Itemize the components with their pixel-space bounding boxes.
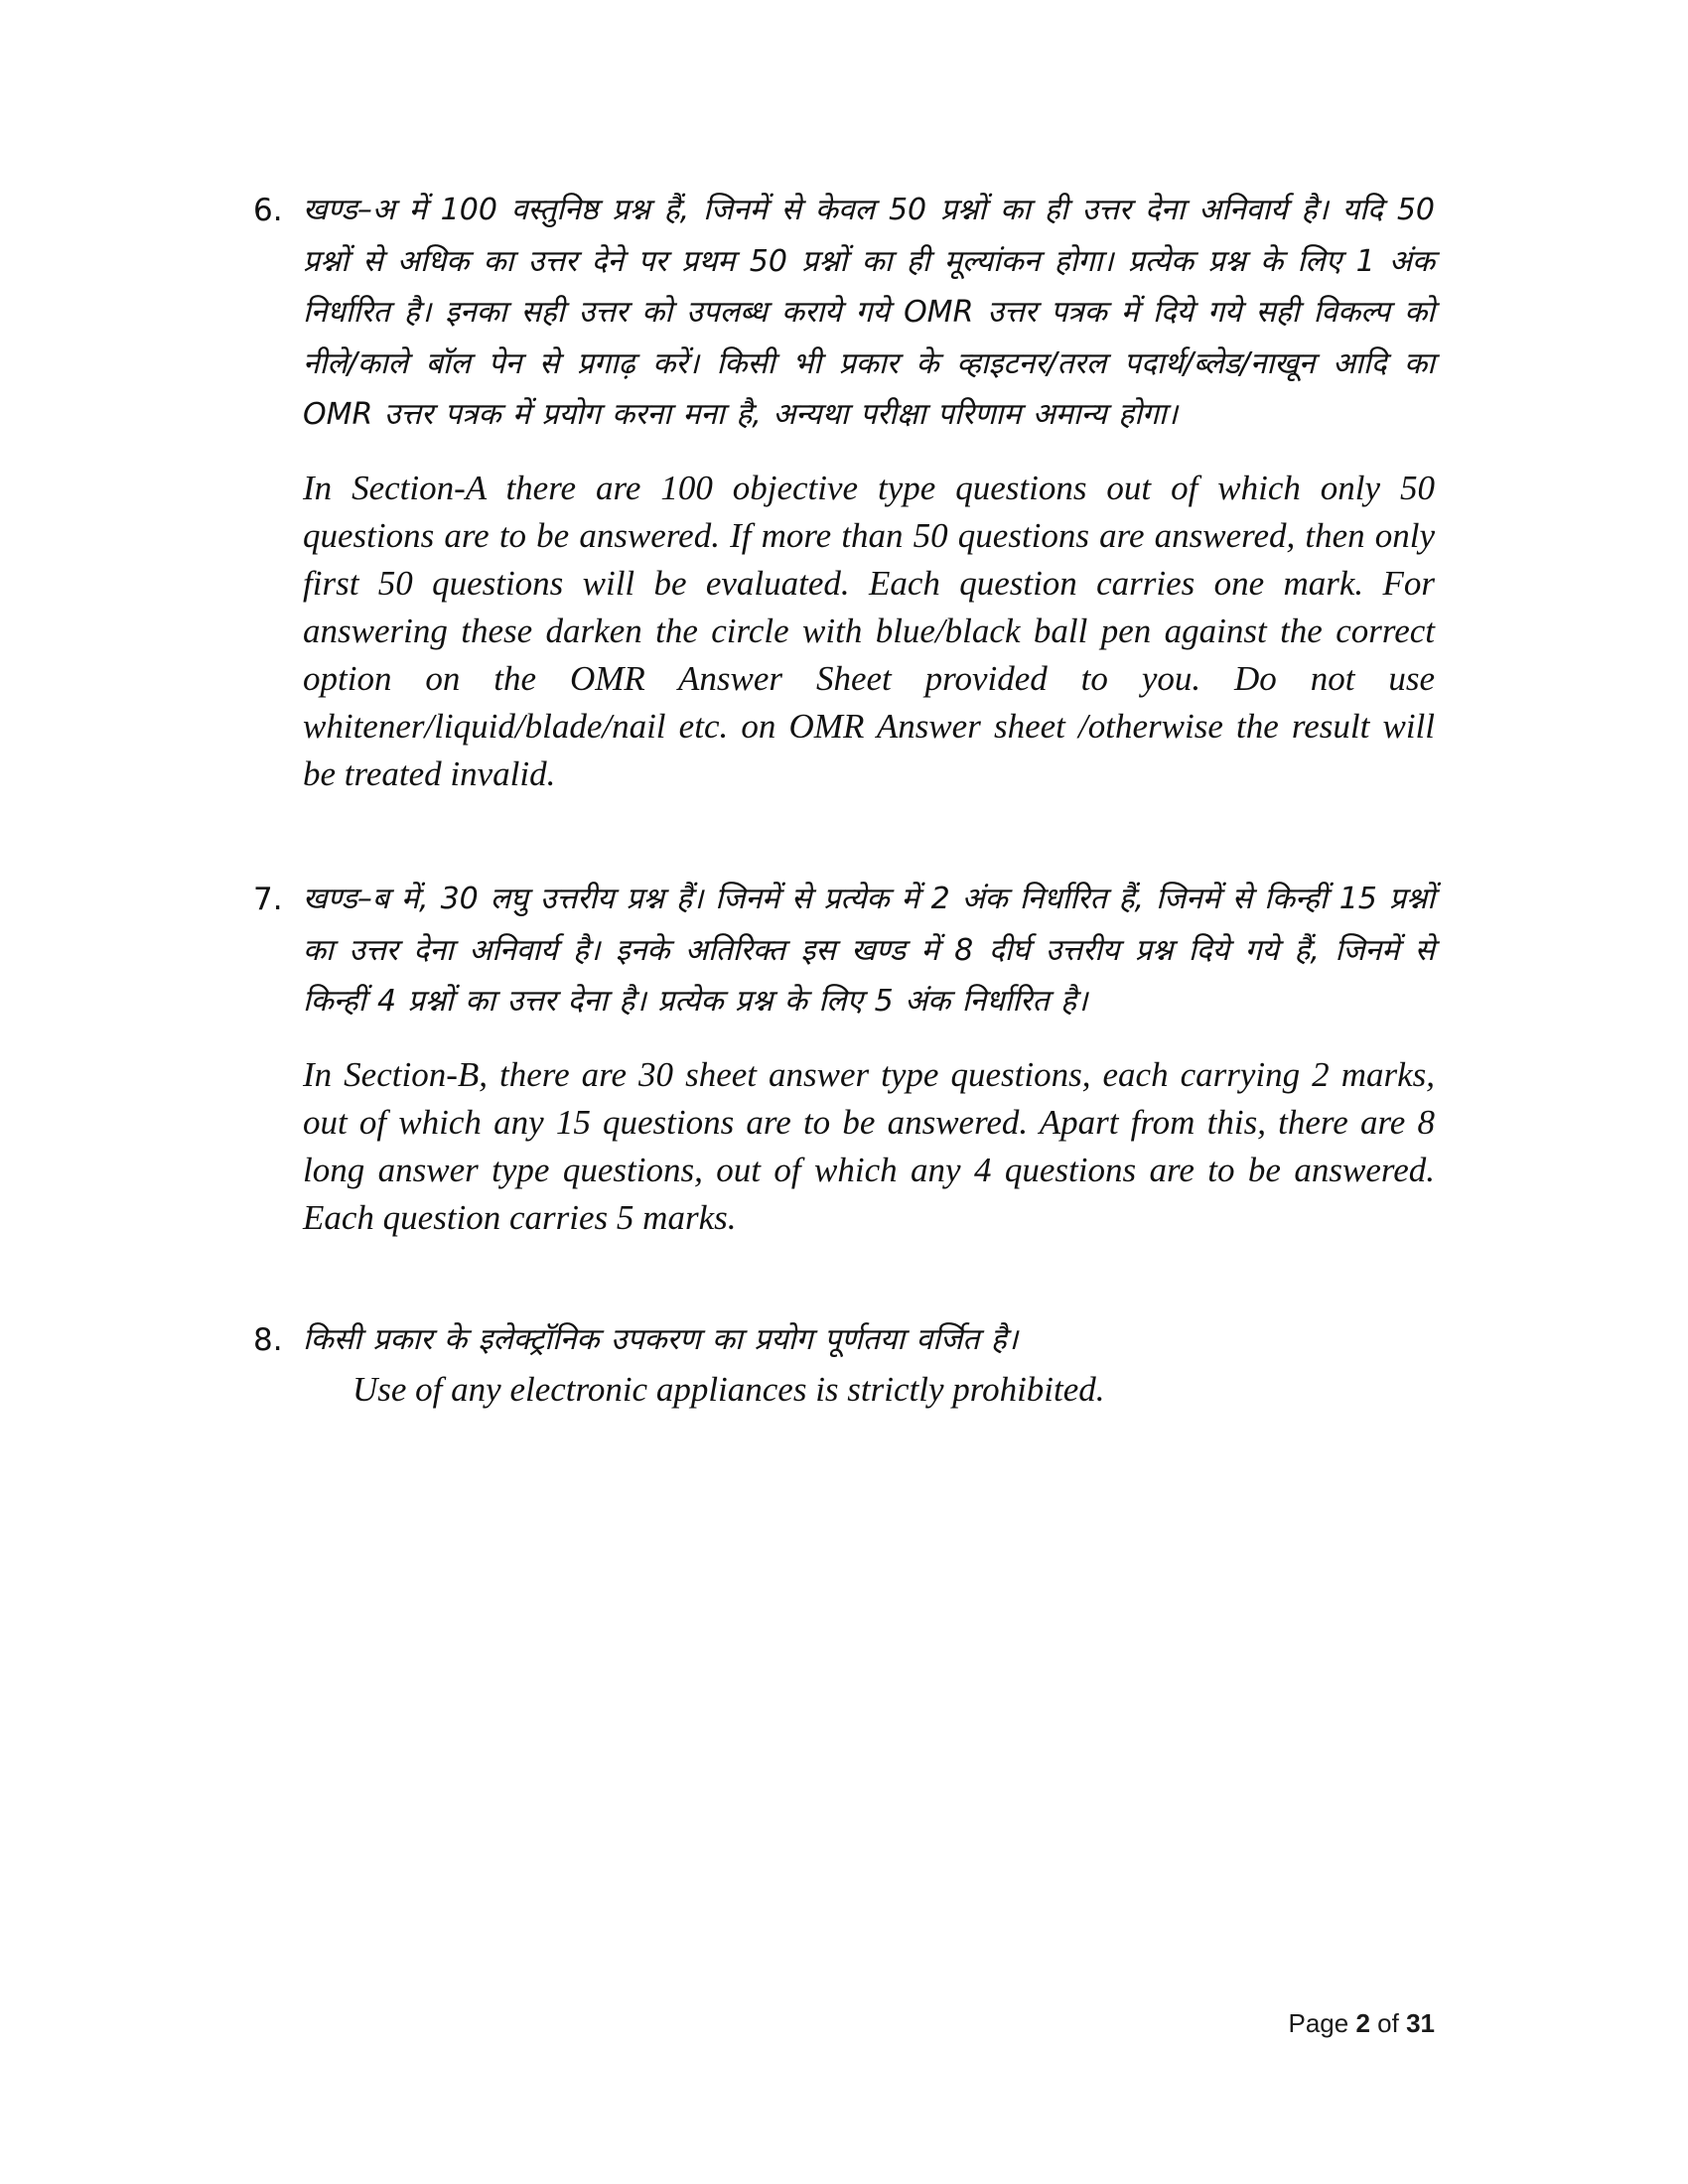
instruction-text-hindi: खण्ड–अ में 100 वस्तुनिष्ठ प्रश्न हैं, जिनमें से केवल 50 प्रश्नों का ही उत्तर देना अनिवार्य है। यदि 50 प्रश्नों से अधिक का उत्तर देने पर प्रथम 50 प्रश्नों का ही मूल्यांकन होगा। प्रत्येक प्रश्न के लिए 1 अंक निर्धारित है। इनका सही उत्तर को उपलब्ध कराये गये OMR उत्तर पत्रक में दिये गये सही विकल्प को नीले/काले बॉल पेन से प्रगाढ़ करें। किसी भी प्रकार के व्हाइटनर/तरल पदार्थ/ब्लेड/नाखून आदि का OMR उत्तर पत्रक में प्रयोग करना मना है, अन्यथा परीक्षा परिणाम अमान्य होगा। [303,193,1435,432]
total-pages: 31 [1406,2008,1435,2038]
page-number: 2 [1355,2008,1370,2038]
of-label: of [1377,2008,1399,2038]
instruction-item-8 [253,1314,1435,1414]
instruction-number: 8. [253,1322,283,1358]
instruction-text-english: In Section-B, there are 30 sheet answer type questions, each carrying 2 marks, out of which any 15 questions are to be answered. Apart from this, there are 8 long answer type questions, out of which any 4 questions are to be answered. Each question carries 5 marks. [303,1054,1435,1237]
instruction-item-7 [253,874,1435,1242]
instruction-item-6 [253,185,1435,798]
instruction-number: 6. [253,193,283,228]
instruction-text-hindi: खण्ड–ब में, 30 लघु उत्तरीय प्रश्न हैं। जिनमें से प्रत्येक में 2 अंक निर्धारित हैं, जिनमें से किन्हीं 15 प्रश्नों का उत्तर देना अनिवार्य है। इनके अतिरिक्त इस खण्ड में 8 दीर्घ उत्तरीय प्रश्न दिये गये हैं, जिनमें से किन्हीं 4 प्रश्नों का उत्तर देना है। प्रत्येक प्रश्न के लिए 5 अंक निर्धारित है। [303,882,1435,1019]
instruction-number: 7. [253,882,283,917]
page-label: Page [1288,2008,1349,2038]
page-footer [1288,2007,1435,2039]
instruction-text-english: In Section-A there are 100 objective type questions out of which only 50 questions are to be answered. If more than 50 questions are answered, then only first 50 questions will be evaluated. Each question carries one mark. For answering these darken the circle with blue/black ball pen against the correct option on the OMR Answer Sheet provided to you. Do not use whitener/liquid/blade/nail etc. on OMR Answer sheet /otherwise the result will be treated invalid. [303,468,1435,793]
instruction-text-english: Use of any electronic appliances is strictly prohibited. [352,1369,1105,1409]
instruction-text-hindi: किसी प्रकार के इलेक्ट्रॉनिक उपकरण का प्रयोग पूर्णतया वर्जित है। [303,1322,1019,1357]
